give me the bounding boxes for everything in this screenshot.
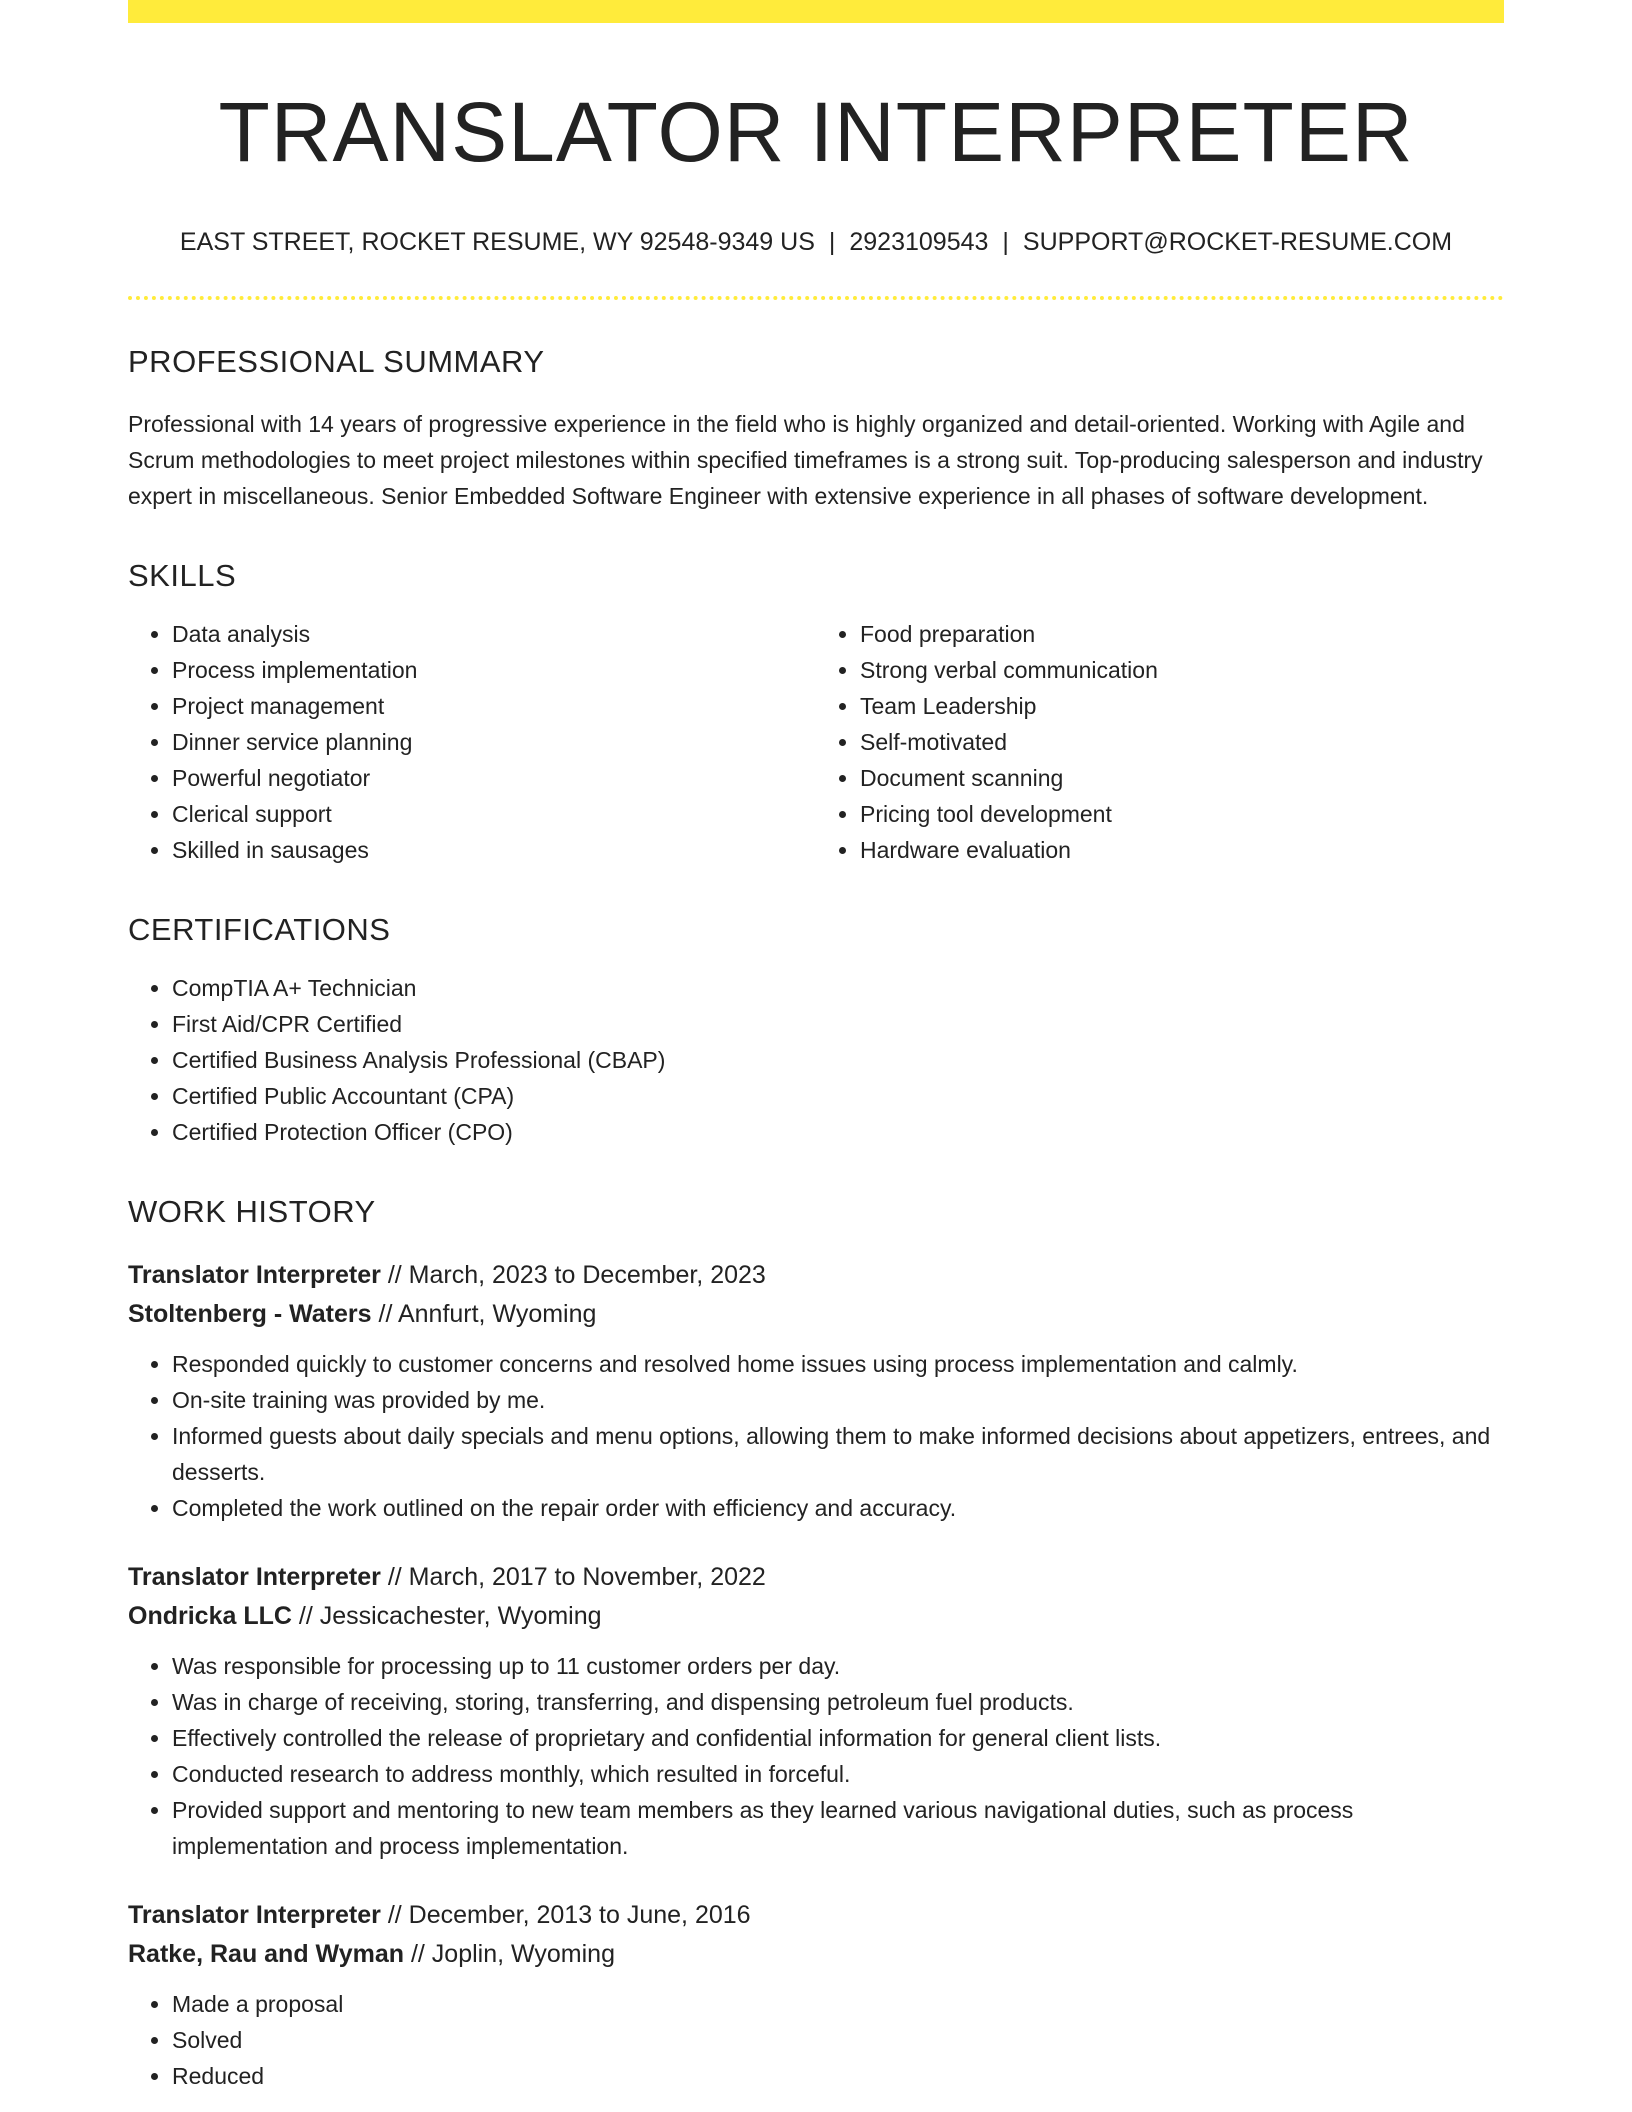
skills-heading: SKILLS xyxy=(128,558,237,594)
job-company: Stoltenberg - Waters xyxy=(128,1300,372,1329)
job-location: // Joplin, Wyoming xyxy=(410,1940,615,1969)
contact-email: SUPPORT@ROCKET-RESUME.COM xyxy=(1022,228,1453,257)
job-title-line xyxy=(128,1558,1504,1597)
skill-item: • Strong verbal communication xyxy=(860,652,1504,688)
skill-item: • Hardware evaluation xyxy=(860,832,1504,868)
skills-list-right xyxy=(816,616,1504,868)
job-bullet: • Conducted research to address monthly, which resulted in forceful. xyxy=(172,1756,1504,1792)
job-bullet: • Made a proposal xyxy=(172,1986,1504,2022)
job-title: Translator Interpreter xyxy=(128,1261,381,1290)
job-title-line xyxy=(128,1896,1504,1935)
job-bullet: • Effectively controlled the release of proprietary and confidential information for general client lists. xyxy=(172,1720,1504,1756)
job-title-line xyxy=(128,1256,1504,1295)
job-dates: // December, 2013 to June, 2016 xyxy=(387,1901,751,1930)
contact-separator: | xyxy=(1002,228,1009,257)
job-bullets xyxy=(128,1346,1504,1526)
resume-page xyxy=(128,0,1504,2112)
certification-item: • Certified Protection Officer (CPO) xyxy=(172,1114,1504,1150)
contact-phone: 2923109543 xyxy=(849,228,989,257)
certifications-section xyxy=(128,912,1504,1150)
job-company-line xyxy=(128,1295,1504,1334)
skill-item: • Document scanning xyxy=(860,760,1504,796)
skill-item: • Pricing tool development xyxy=(860,796,1504,832)
job-entry xyxy=(128,1256,1504,1526)
skills-section xyxy=(128,558,1504,868)
job-bullet: • Was responsible for processing up to 11 customer orders per day. xyxy=(172,1648,1504,1684)
top-accent-bar xyxy=(128,0,1504,23)
summary-heading: PROFESSIONAL SUMMARY xyxy=(128,344,545,380)
skill-item: • Dinner service planning xyxy=(172,724,816,760)
job-bullet: • Reduced xyxy=(172,2058,1504,2094)
job-bullet: • On-site training was provided by me. xyxy=(172,1382,1504,1418)
job-dates: // March, 2023 to December, 2023 xyxy=(387,1261,766,1290)
skill-item: • Skilled in sausages xyxy=(172,832,816,868)
contact-separator: | xyxy=(828,228,836,257)
skill-item: • Clerical support xyxy=(172,796,816,832)
job-bullet: • Informed guests about daily specials and menu options, allowing them to make informed decisions about appetizers, entrees, and desserts. xyxy=(172,1418,1504,1490)
job-dates: // March, 2017 to November, 2022 xyxy=(387,1563,766,1592)
certifications-list xyxy=(128,970,1504,1150)
job-title: Translator Interpreter xyxy=(128,1901,381,1930)
skill-item: • Team Leadership xyxy=(860,688,1504,724)
summary-text: Professional with 14 years of progressive experience in the field who is highly organized and detail-oriented. Working with Agile and Scrum methodologies to meet project milestones within specified timeframes is a strong suit. Top-producing salesperson and industry expert in miscellaneous. Senior Embedded Software Engineer with extensive experience in all phases of software development. xyxy=(128,411,1483,510)
skills-grid xyxy=(128,616,1504,868)
job-title: Translator Interpreter xyxy=(128,1563,381,1592)
job-company-line xyxy=(128,1597,1504,1636)
job-company-line xyxy=(128,1935,1504,1974)
skill-item: • Self-motivated xyxy=(860,724,1504,760)
job-entry xyxy=(128,1558,1504,1864)
skill-item: • Data analysis xyxy=(172,616,816,652)
certification-item: • Certified Business Analysis Professional (CBAP) xyxy=(172,1042,1504,1078)
certification-item: • CompTIA A+ Technician xyxy=(172,970,1504,1006)
job-company: Ratke, Rau and Wyman xyxy=(128,1940,405,1969)
contact-line xyxy=(128,226,1504,258)
work-history-heading: WORK HISTORY xyxy=(128,1194,376,1230)
certification-item: • Certified Public Accountant (CPA) xyxy=(172,1078,1504,1114)
skill-item: • Project management xyxy=(172,688,816,724)
job-entry xyxy=(128,1896,1504,2094)
job-location: // Annfurt, Wyoming xyxy=(378,1300,597,1329)
summary-section xyxy=(128,344,1504,514)
skill-item: • Powerful negotiator xyxy=(172,760,816,796)
skill-item: • Food preparation xyxy=(860,616,1504,652)
job-bullet: • Completed the work outlined on the repair order with efficiency and accuracy. xyxy=(172,1490,1504,1526)
skills-list-left xyxy=(128,616,816,868)
job-bullet: • Provided support and mentoring to new team members as they learned various navigational duties, such as process implementation and process implementation. xyxy=(172,1792,1504,1864)
page-title: TRANSLATOR INTERPRETER xyxy=(218,85,1414,179)
job-bullet: • Was in charge of receiving, storing, transferring, and dispensing petroleum fuel products. xyxy=(172,1684,1504,1720)
job-bullets xyxy=(128,1986,1504,2094)
job-bullet: • Solved xyxy=(172,2022,1504,2058)
job-bullets xyxy=(128,1648,1504,1864)
work-history-section xyxy=(128,1194,1504,2094)
certification-item: • First Aid/CPR Certified xyxy=(172,1006,1504,1042)
dotted-divider xyxy=(128,296,1504,300)
job-location: // Jessicachester, Wyoming xyxy=(298,1602,602,1631)
certifications-heading: CERTIFICATIONS xyxy=(128,912,391,948)
contact-address: EAST STREET, ROCKET RESUME, WY 92548-9349 US xyxy=(179,228,815,257)
job-company: Ondricka LLC xyxy=(128,1602,292,1631)
skill-item: • Process implementation xyxy=(172,652,816,688)
job-bullet: • Responded quickly to customer concerns and resolved home issues using process implementation and calmly. xyxy=(172,1346,1504,1382)
